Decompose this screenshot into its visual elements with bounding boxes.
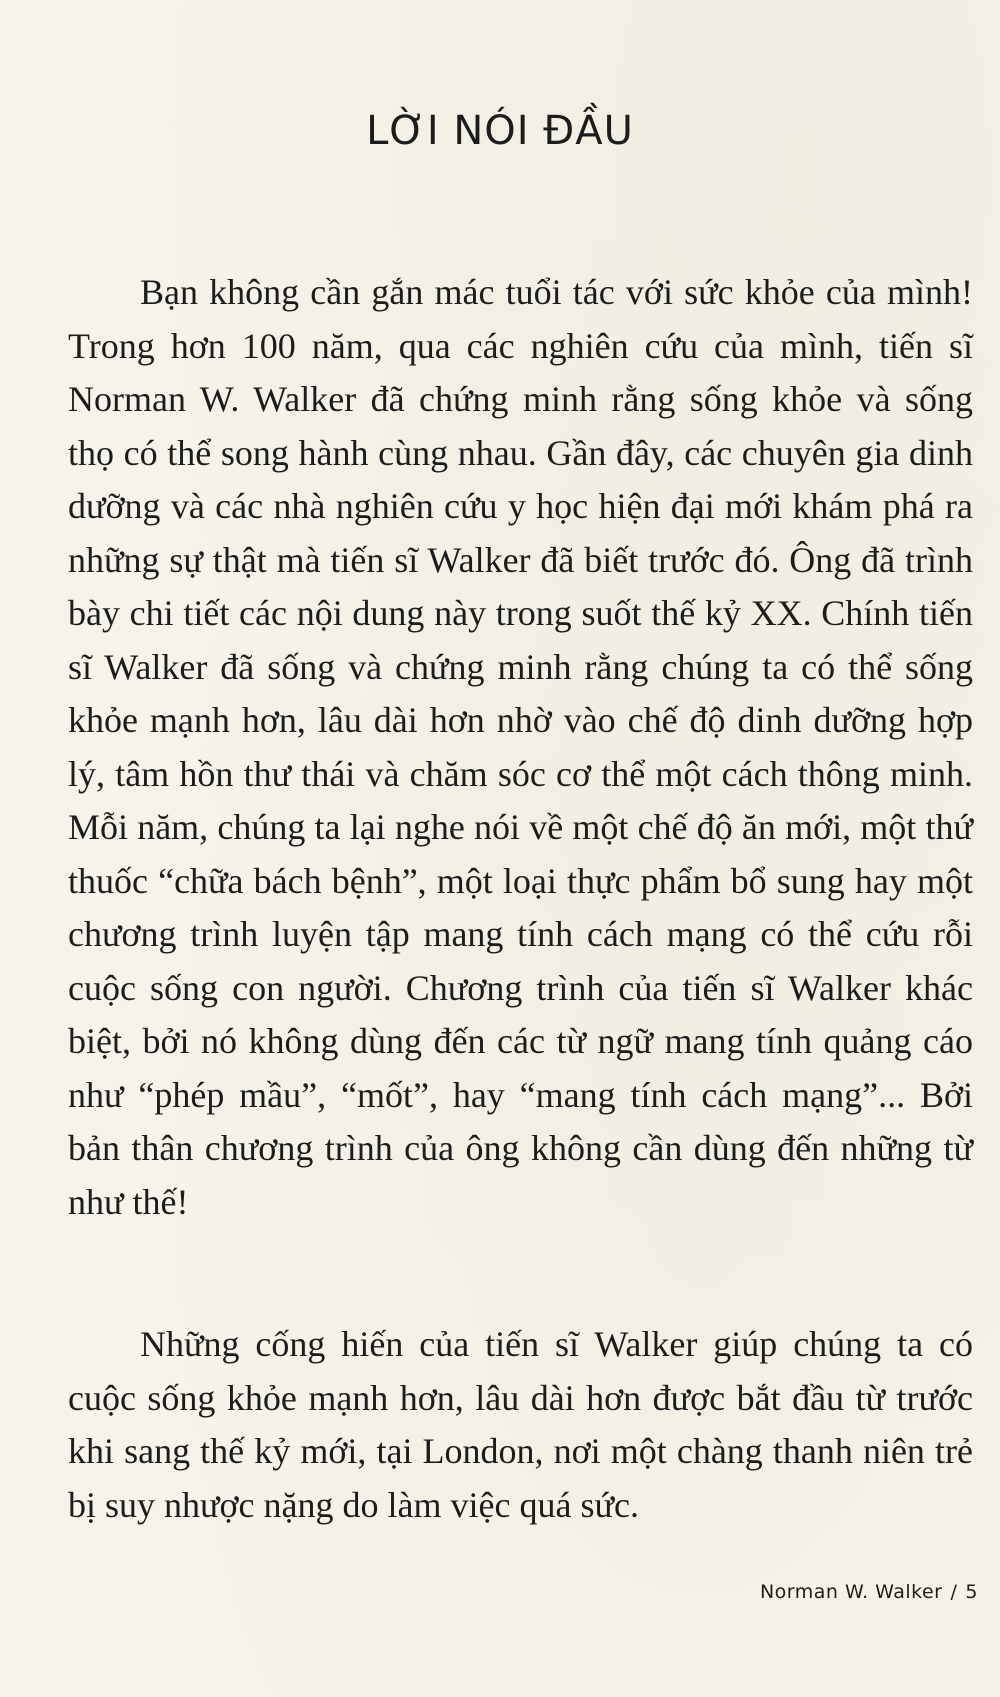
footer-author: Norman W. Walker [759,1581,943,1603]
footer-separator: / [950,1581,958,1603]
paragraph-2: Những cống hiến của tiến sĩ Walker giúp chúng ta có cuộc sống khỏe mạnh hơn, lâu dài hơn được bắt đầu từ trước khi sang thế kỷ mới, tại London, nơi một chàng thanh niên trẻ bị suy nhược nặng do làm việc quá sức. [68,1324,973,1525]
page-number: 5 [965,1581,978,1603]
paragraph-1: Bạn không cần gắn mác tuổi tác với sức khỏe của mình! Trong hơn 100 năm, qua các nghiên cứu của mình, tiến sĩ Norman W. Walker đã chứng minh rằng sống khỏe và sống thọ có thể song hành cùng nhau. Gần đây, các chuyên gia dinh dưỡng và các nhà nghiên cứu y học hiện đại mới khám phá ra những sự thật mà tiến sĩ Walker đã biết trước đó. Ông đã trình bày chi tiết các nội dung này trong suốt thế kỷ XX. Chính tiến sĩ Walker đã sống và chứng minh rằng chúng ta có thể sống khỏe mạnh hơn, lâu dài hơn nhờ vào chế độ dinh dưỡng hợp lý, tâm hồn thư thái và chăm sóc cơ thể một cách thông minh. Mỗi năm, chúng ta lại nghe nói về một chế độ ăn mới, một thứ thuốc “chữa bách bệnh”, một loại thực phẩm bổ sung hay một chương trình luyện tập mang tính cách mạng có thể cứu rỗi cuộc sống con người. Chương trình của tiến sĩ Walker khác biệt, bởi nó không dùng đến các từ ngữ mang tính quảng cáo như “phép mầu”, “mốt”, hay “mang tính cách mạng”... Bởi bản thân chương trình của ông không cần dùng đến những từ như thế! [68,272,973,1222]
page-title: LỜI NÓI ĐẦU [366,108,634,154]
page-footer [760,1581,978,1603]
